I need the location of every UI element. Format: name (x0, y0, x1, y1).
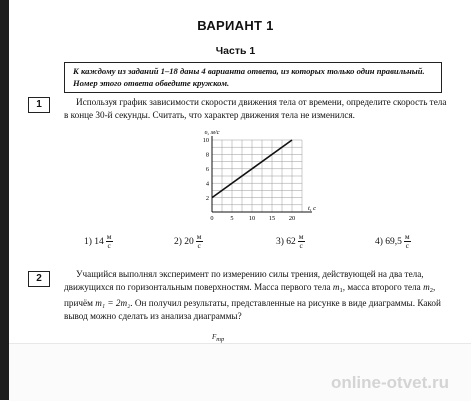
answer-3-label: 3) (276, 236, 284, 247)
question-number-1: 1 (28, 97, 50, 113)
y-tick-label: 4 (205, 180, 209, 188)
question-2-text: Учащийся выполнял эксперимент по измерению силы трения, действующей на два тела, движущихся по горизонтальным поверхностям. Масса первого тела $m_1$, масса второго тела $m_2$, причём m₁ = 2m₂. Он получил результаты, представленные на рисунке в виде диаграммы. Какой вывод можно сделать из анализа диаграммы? (64, 269, 441, 321)
instruction-box: К каждому из заданий 1–18 даны 4 варианта ответа, из которых только один правильный. Номер этого ответа обведите кружком. (64, 62, 442, 93)
answer-4-label: 4) (375, 236, 383, 247)
answer-4-unit: $\frac{м}{с}$ (404, 232, 410, 250)
answer-option-2[interactable] (174, 233, 203, 250)
chart-grid (212, 140, 302, 212)
answer-3-value: 62 (286, 236, 296, 247)
answer-2-label: 2) (174, 236, 182, 247)
x-tick-label: 5 (230, 215, 234, 222)
variant-title: ВАРИАНТ 1 (197, 18, 274, 33)
page-edge (0, 0, 9, 400)
question-number-2: 2 (28, 271, 50, 287)
answer-1-label: 1) (84, 236, 92, 247)
y-tick-label: 6 (205, 166, 209, 173)
watermark: online-otvet.ru (330, 373, 449, 392)
x-tick-label: 0 (210, 215, 214, 222)
answer-1-unit: $\frac{м}{с}$ (106, 232, 112, 250)
x-tick-label: 20 (288, 215, 296, 222)
question-1-text: Используя график зависимости скорости движения тела от времени, определите скорость тела в конце 30-й секунды. Считать, что характер движения тела не изменился. (64, 97, 447, 120)
part-title: Часть 1 (215, 45, 256, 57)
x-tick-label: 15 (268, 215, 276, 222)
friction-force-label: Fтр (212, 333, 225, 343)
velocity-time-chart (190, 130, 320, 222)
y-tick-label: 8 (205, 151, 209, 159)
answer-option-3[interactable] (276, 233, 305, 250)
y-axis-label: υ, м/с (204, 130, 220, 136)
x-axis-label: t, с (308, 205, 316, 212)
answer-1-value: 14 (94, 236, 104, 247)
y-tick-label: 10 (202, 137, 209, 145)
answer-3-unit: $\frac{м}{с}$ (298, 232, 304, 250)
answer-2-unit: $\frac{м}{с}$ (196, 232, 202, 250)
y-tick-label: 2 (205, 194, 209, 202)
answer-option-4[interactable] (375, 233, 411, 250)
x-tick-label: 10 (248, 215, 256, 222)
answer-2-value: 20 (184, 236, 194, 247)
answer-option-1[interactable] (84, 233, 113, 250)
answer-4-value: 69,5 (385, 236, 402, 247)
